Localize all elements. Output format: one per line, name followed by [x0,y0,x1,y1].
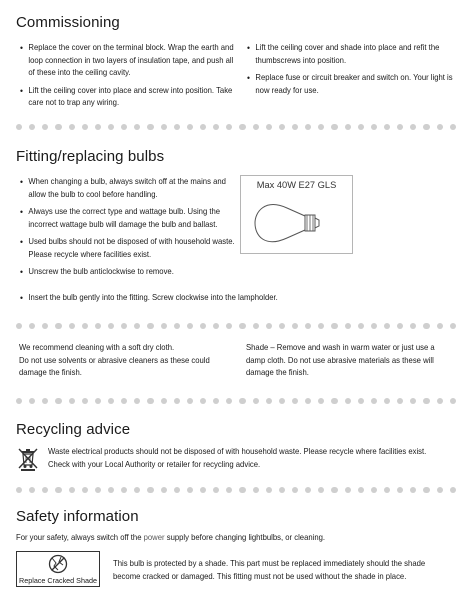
list-item: • Lift the ceiling cover into place and screw into position. Take care not to trap any wiring. [19,85,240,110]
divider-dot [121,398,127,404]
divider-dot [213,323,219,329]
divider-dot [69,487,75,493]
divider-dot [82,124,88,130]
divider-dot [266,487,272,493]
divider-dot [82,398,88,404]
divider-dot [239,124,245,130]
fitting-heading: Fitting/replacing bulbs [16,148,165,165]
divider-dot [161,323,167,329]
divider-dot [42,323,48,329]
divider-dot [397,323,403,329]
divider-dot [174,323,180,329]
divider-dot [95,487,101,493]
divider-dot [266,398,272,404]
safety-text: This bulb is protected by a shade. This part must be replaced immediately should the shade become cracked or damaged. This fitting must not be used without the shade in place. [113,559,426,581]
divider-dot [69,323,75,329]
divider-dot [121,487,127,493]
divider-dot [279,323,285,329]
divider-dot [16,124,22,130]
divider-dot [423,323,429,329]
divider-dot [397,487,403,493]
list-item: • Lift the ceiling cover and shade into place and refit the thumbscrews into position. [246,42,458,67]
divider-dot [226,398,232,404]
divider-dot [200,124,206,130]
weee-bin-icon [18,447,38,471]
divider-dot [292,398,298,404]
dotted-divider [16,487,456,495]
bulb-spec-box [240,175,353,254]
divider-dot [82,487,88,493]
cracked-shade-icon [45,554,71,574]
divider-dot [410,124,416,130]
divider-dot [226,124,232,130]
divider-dot [358,124,364,130]
divider-dot [108,124,114,130]
cleaning-general-text: We recommend cleaning with a soft dry cloth. Do not use solvents or abrasive cleaners as these could damage the finish. [19,343,210,377]
divider-dot [253,124,259,130]
divider-dot [423,487,429,493]
divider-dot [253,398,259,404]
divider-dot [450,124,456,130]
commissioning-right-list [246,42,458,102]
divider-dot [371,124,377,130]
commissioning-left-list [19,42,240,115]
divider-dot [29,487,35,493]
list-item: • Replace the cover on the terminal block. Wrap the earth and loop connection in two layers of insulation tape, and push all of these into the ceiling cavity. [19,42,240,80]
divider-dot [371,323,377,329]
divider-dot [384,398,390,404]
list-item: • Insert the bulb gently into the fitting. Screw clockwise into the lampholder. [19,292,433,305]
divider-dot [437,487,443,493]
divider-dot [318,398,324,404]
divider-dot [108,323,114,329]
divider-dot [16,323,22,329]
cleaning-shade-text: Shade – Remove and wash in warm water or just use a damp cloth. Do not use abrasive materials as these will damage the finish. [246,343,435,377]
divider-dot [279,124,285,130]
divider-dot [69,124,75,130]
divider-dot [292,487,298,493]
divider-dot [305,323,311,329]
divider-dot [450,487,456,493]
divider-dot [318,124,324,130]
divider-dot [55,124,61,130]
divider-dot [279,487,285,493]
replace-cracked-shade-caption: Replace Cracked Shade [19,576,97,585]
divider-dot [266,323,272,329]
divider-dot [161,124,167,130]
divider-dot [397,124,403,130]
divider-dot [147,398,153,404]
divider-dot [410,487,416,493]
divider-dot [423,398,429,404]
divider-dot [147,124,153,130]
divider-dot [292,124,298,130]
divider-dot [253,487,259,493]
divider-dot [147,323,153,329]
divider-dot [384,124,390,130]
dotted-divider [16,124,456,132]
divider-dot [121,323,127,329]
safety-intro [16,532,439,545]
divider-dot [239,323,245,329]
divider-dot [174,398,180,404]
divider-dot [331,487,337,493]
divider-dot [95,398,101,404]
safety-intro-highlight: power [143,533,165,542]
fitting-list [19,176,235,284]
list-item: • Unscrew the bulb anticlockwise to remove. [19,266,235,279]
light-bulb-icon [251,192,345,254]
replace-cracked-shade-symbol [16,551,100,587]
safety-heading: Safety information [16,508,139,525]
divider-dot [397,398,403,404]
divider-dot [187,124,193,130]
divider-dot [410,398,416,404]
divider-dot [42,398,48,404]
divider-dot [121,124,127,130]
divider-dot [253,323,259,329]
divider-dot [318,323,324,329]
divider-dot [450,323,456,329]
divider-dot [345,487,351,493]
divider-dot [450,398,456,404]
divider-dot [371,398,377,404]
divider-dot [134,487,140,493]
divider-dot [345,398,351,404]
divider-dot [423,124,429,130]
divider-dot [108,398,114,404]
divider-dot [69,398,75,404]
divider-dot [95,323,101,329]
list-item: • When changing a bulb, always switch off at the mains and allow the bulb to cool before handling. [19,176,235,201]
safety-intro-start: For your safety, always switch off the [16,533,144,542]
divider-dot [305,487,311,493]
divider-dot [437,398,443,404]
divider-dot [161,398,167,404]
divider-dot [200,487,206,493]
divider-dot [226,487,232,493]
divider-dot [239,398,245,404]
divider-dot [331,323,337,329]
bulb-spec-label: Max 40W E27 GLS [256,180,337,190]
safety-intro-end: supply before changing lightbulbs, or cleaning. [164,533,326,542]
divider-dot [29,398,35,404]
divider-dot [29,124,35,130]
divider-dot [345,323,351,329]
divider-dot [16,398,22,404]
divider-dot [239,487,245,493]
list-item: • Used bulbs should not be disposed of with household waste. Please recycle where facilities exist. [19,236,235,261]
divider-dot [384,323,390,329]
divider-dot [55,487,61,493]
divider-dot [187,398,193,404]
divider-dot [213,124,219,130]
divider-dot [200,398,206,404]
divider-dot [331,398,337,404]
divider-dot [108,487,114,493]
divider-dot [292,323,298,329]
divider-dot [187,323,193,329]
divider-dot [213,398,219,404]
divider-dot [358,323,364,329]
divider-dot [358,398,364,404]
divider-dot [134,124,140,130]
divider-dot [213,487,219,493]
divider-dot [410,323,416,329]
divider-dot [16,487,22,493]
recycling-heading: Recycling advice [16,421,131,438]
divider-dot [55,323,61,329]
divider-dot [42,124,48,130]
divider-dot [266,124,272,130]
list-item: • Always use the correct type and wattage bulb. Using the incorrect wattage bulb will damage the bulb and ballast. [19,206,235,231]
divider-dot [42,487,48,493]
list-item: • Replace fuse or circuit breaker and switch on. Your light is now ready for use. [246,72,458,97]
divider-dot [200,323,206,329]
divider-dot [147,487,153,493]
divider-dot [55,398,61,404]
divider-dot [279,398,285,404]
fitting-list-last [19,292,433,310]
divider-dot [318,487,324,493]
divider-dot [345,124,351,130]
divider-dot [384,487,390,493]
divider-dot [331,124,337,130]
divider-dot [437,323,443,329]
divider-dot [29,323,35,329]
divider-dot [174,487,180,493]
recycling-text: Waste electrical products should not be disposed of with household waste. Please recycle where facilities exist. Check with your Local Authority or retailer for recycling advice. [48,447,427,469]
divider-dot [358,487,364,493]
divider-dot [95,124,101,130]
divider-dot [226,323,232,329]
divider-dot [187,487,193,493]
commissioning-heading: Commissioning [16,14,120,31]
divider-dot [134,398,140,404]
divider-dot [437,124,443,130]
divider-dot [134,323,140,329]
divider-dot [161,487,167,493]
divider-dot [305,398,311,404]
dotted-divider [16,323,456,331]
divider-dot [305,124,311,130]
divider-dot [174,124,180,130]
divider-dot [82,323,88,329]
dotted-divider [16,398,456,406]
divider-dot [371,487,377,493]
